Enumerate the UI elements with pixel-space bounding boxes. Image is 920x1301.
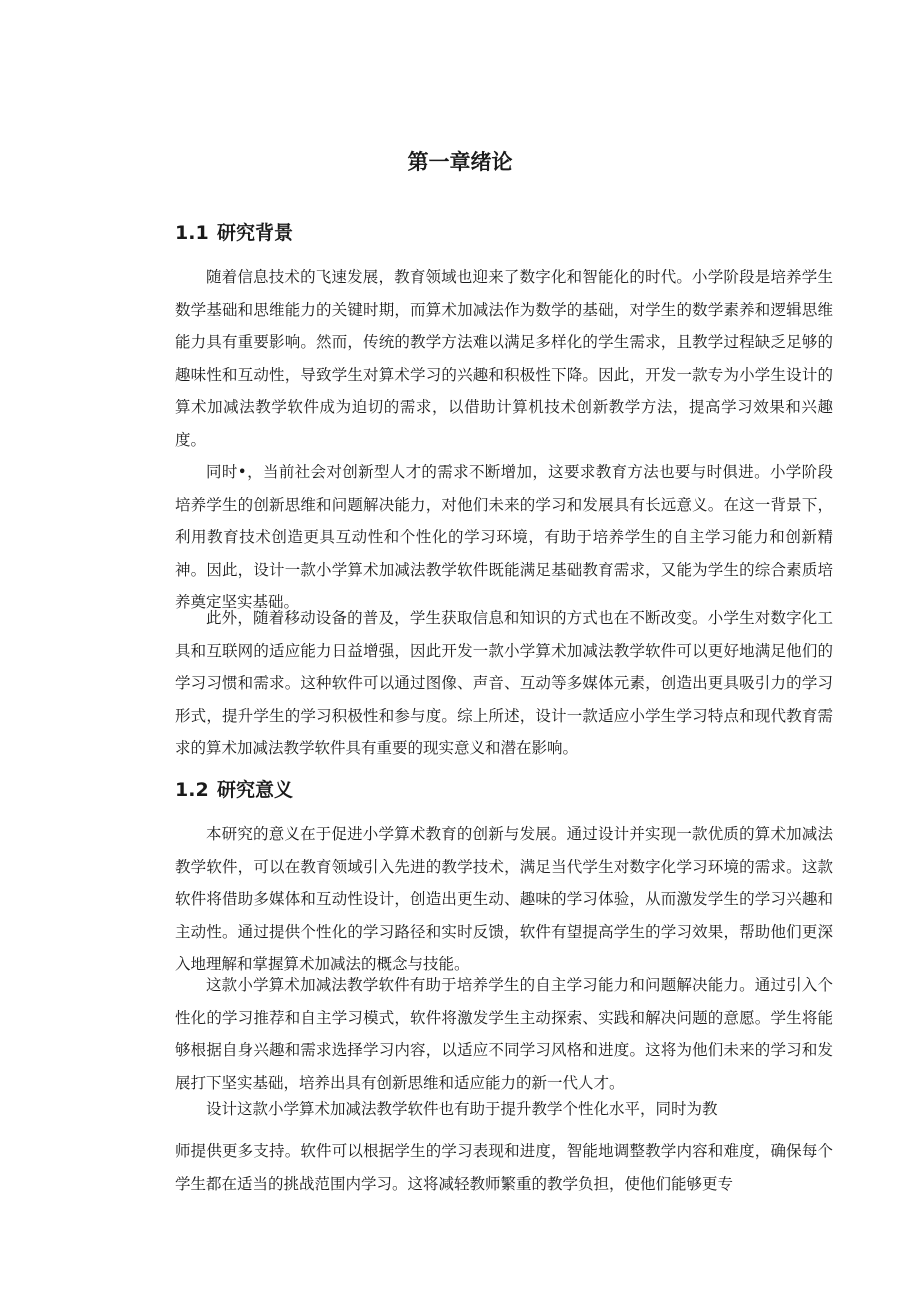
paragraph: 设计这款小学算术加减法教学软件也有助于提升教学个性化水平，同时为教 xyxy=(206,1100,718,1118)
section-number: 1.2 xyxy=(175,779,209,801)
paragraph: 此外，随着移动设备的普及，学生获取信息和知识的方式也在不断改变。小学生对数字化工具和互联网的适应能力日益增强，因此开发一款小学算术加减法教学软件可以更好地满足他们的学习习惯和需求。这种软件可以通过图像、声音、互动等多媒体元素，创造出更具吸引力的学习形式，提升学生的学习积极性和参与度。综上所述，设计一款适应小学生学习特点和现代教育需求的算术加减法教学软件具有重要的现实意义和潜在影响。 xyxy=(175,609,833,757)
section-heading-1-1 xyxy=(175,218,293,245)
section-title: 研究背景 xyxy=(217,222,294,244)
paragraph: 本研究的意义在于促进小学算术教育的创新与发展。通过设计并实现一款优质的算术加减法教学软件，可以在教育领域引入先进的教学技术，满足当代学生对数字化学习环境的需求。这款软件将借助多媒体和互动性设计，创造出更生动、趣味的学习体验，从而激发学生的学习兴趣和主动性。通过提供个性化的学习路径和实时反馈，软件有望提高学生的学习效果，帮助他们更深入地理解和掌握算术加减法的概念与技能。 xyxy=(175,825,833,973)
section-number: 1.1 xyxy=(175,222,209,244)
paragraph: 师提供更多支持。软件可以根据学生的学习表现和进度，智能地调整教学内容和难度，确保每个学生都在适当的挑战范围内学习。这将减轻教师繁重的教学负担，使他们能够更专 xyxy=(175,1142,833,1193)
chapter-title: 第一章绪论 xyxy=(407,150,513,174)
paragraph: 这款小学算术加减法教学软件有助于培养学生的自主学习能力和问题解决能力。通过引入个性化的学习推荐和自主学习模式，软件将激发学生主动探索、实践和解决问题的意愿。学生将能够根据自身兴趣和需求选择学习内容，以适应不同学习风格和进度。这将为他们未来的学习和发展打下坚实基础，培养出具有创新思维和适应能力的新一代人才。 xyxy=(175,976,833,1092)
section-title: 研究意义 xyxy=(217,779,294,801)
paragraph: 同时•，当前社会对创新型人才的需求不断增加，这要求教育方法也要与时俱进。小学阶段培养学生的创新思维和问题解决能力，对他们未来的学习和发展具有长远意义。在这一背景下，利用教育技术创造更具互动性和个性化的学习环境，有助于培养学生的自主学习能力和创新精神。因此，设计一款小学算术加减法教学软件既能满足基础教育需求，又能为学生的综合素质培养奠定坚实基础。 xyxy=(175,463,833,611)
paragraph: 随着信息技术的飞速发展，教育领域也迎来了数字化和智能化的时代。小学阶段是培养学生数学基础和思维能力的关键时期，而算术加减法作为数学的基础，对学生的数学素养和逻辑思维能力具有重要影响。然而，传统的教学方法难以满足多样化的学生需求，且教学过程缺乏足够的趣味性和互动性，导致学生对算术学习的兴趣和积极性下降。因此，开发一款专为小学生设计的算术加减法教学软件成为迫切的需求，以借助计算机技术创新教学方法，提高学习效果和兴趣度。 xyxy=(175,268,833,449)
section-heading-1-2 xyxy=(175,775,293,802)
